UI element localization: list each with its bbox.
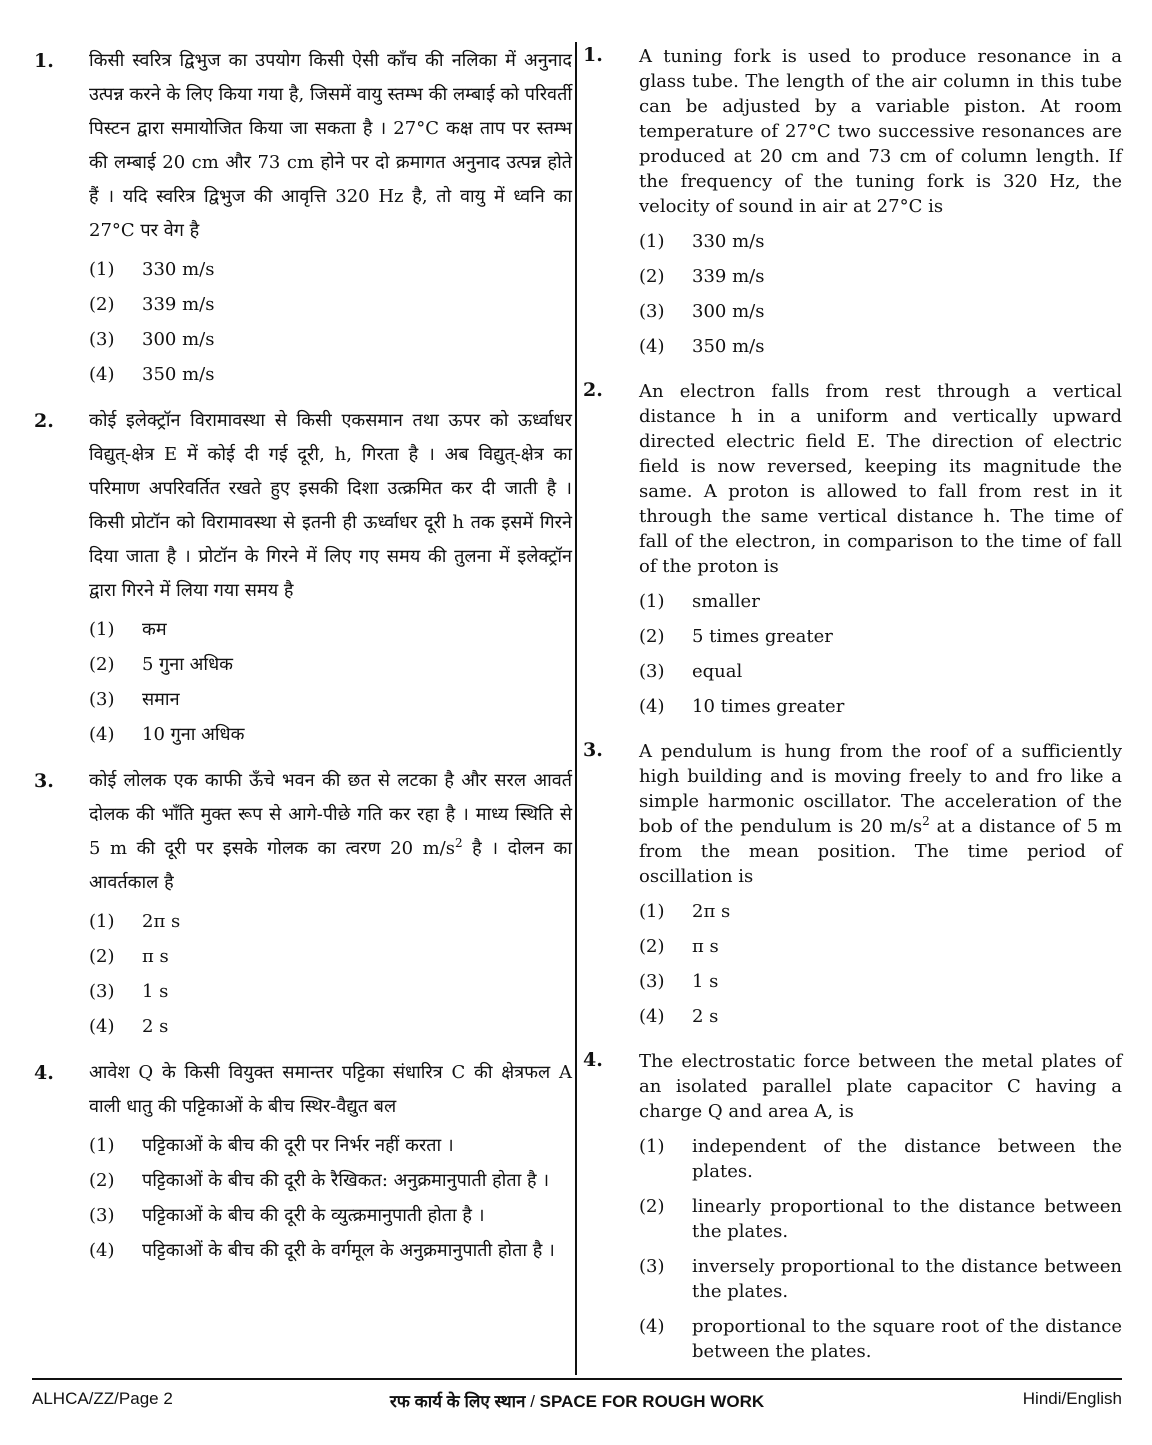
option-number: (3) bbox=[639, 661, 665, 682]
english-question-3 bbox=[582, 739, 1122, 1029]
hindi-question-2 bbox=[32, 404, 572, 748]
question-text-tail: है । दोलन का आवर्तकाल है bbox=[89, 838, 572, 893]
option-number: (3) bbox=[89, 689, 115, 710]
option bbox=[89, 686, 572, 713]
option-number: (4) bbox=[639, 1006, 665, 1027]
page-code: ALHCA/ZZ/Page 2 bbox=[32, 1389, 173, 1408]
option-text: पट्टिकाओं के बीच की दूरी के व्युत्क्रमानुपाती होता है । bbox=[142, 1205, 485, 1226]
option-text: 2 s bbox=[692, 1006, 719, 1027]
options-list bbox=[89, 256, 572, 388]
option-number: (3) bbox=[639, 971, 665, 992]
option bbox=[89, 291, 572, 318]
option-text: पट्टिकाओं के बीच की दूरी के वर्गमूल के अनुक्रमानुपाती होता है । bbox=[142, 1240, 555, 1261]
rough-work-label bbox=[32, 1389, 1122, 1412]
option bbox=[639, 589, 1122, 614]
english-question-2 bbox=[582, 379, 1122, 719]
question-text: किसी स्वरित्र द्विभुज का उपयोग किसी ऐसी काँच की नलिका में अनुनाद उत्पन्न करने के लिए किया गया है, जिसमें वायु स्तम्भ की लम्बाई को परिवर्ती पिस्टन द्वारा समायोजित किया जा सकता है । 27°C कक्ष ताप पर स्तम्भ की लम्बाई 20 cm और 73 cm होने पर दो क्रमागत अनुनाद उत्पन्न होते हैं । यदि स्वरित्र द्विभुज की आवृत्ति 320 Hz है, तो वायु में ध्वनि का 27°C पर वेग है bbox=[89, 50, 572, 241]
option bbox=[639, 1254, 1122, 1304]
option bbox=[639, 299, 1122, 324]
question-number: 4. bbox=[34, 1062, 54, 1084]
option-number: (3) bbox=[89, 1205, 115, 1226]
option-number: (1) bbox=[89, 1135, 115, 1156]
question-text-main: कोई लोलक एक काफी ऊँचे भवन की छत से लटका है और सरल आवर्त दोलक की भाँति मुक्त रूप से आगे-पीछे गति कर रहा है । माध्य स्थिति से 5 m की दूरी पर इसके गोलक का त्वरण 20 m/s bbox=[89, 770, 572, 859]
question-number: 3. bbox=[583, 739, 603, 761]
option bbox=[89, 908, 572, 935]
column-divider bbox=[575, 42, 577, 1375]
option bbox=[89, 361, 572, 388]
option bbox=[639, 659, 1122, 684]
question-text: The electrostatic force between the metal plates of an isolated parallel plate capacitor C having a charge Q and area A, is bbox=[639, 1051, 1122, 1122]
rough-work-hindi: रफ कार्य के लिए स्थान bbox=[389, 1392, 526, 1411]
option-text: equal bbox=[692, 661, 743, 682]
question-text bbox=[639, 739, 1122, 889]
option-text: 350 m/s bbox=[692, 336, 765, 357]
option-number: (4) bbox=[639, 336, 665, 357]
options-list bbox=[89, 908, 572, 1040]
question-text-tail: at a distance of 5 m from the mean position. The time period of oscillation is bbox=[639, 816, 1123, 887]
option-text: समान bbox=[142, 689, 180, 710]
option-text: inversely proportional to the distance between the plates. bbox=[692, 1256, 1122, 1302]
option-text: 300 m/s bbox=[142, 329, 215, 350]
question-text-main: A pendulum is hung from the roof of a sufficiently high building and is moving freely to and fro like a simple harmonic oscillator. The acceleration of the bob of the pendulum is 20 m/s bbox=[639, 741, 1122, 837]
option-text: 10 गुना अधिक bbox=[142, 724, 245, 745]
language-label: Hindi/English bbox=[1022, 1389, 1122, 1408]
option bbox=[639, 1004, 1122, 1029]
option-text: 2π s bbox=[142, 911, 181, 932]
option bbox=[639, 899, 1122, 924]
option-number: (4) bbox=[89, 364, 115, 385]
hindi-question-1 bbox=[32, 44, 572, 388]
option-text: 2 s bbox=[142, 1016, 169, 1037]
question-number: 3. bbox=[34, 770, 54, 792]
option-number: (2) bbox=[639, 1196, 665, 1217]
option-number: (4) bbox=[639, 1316, 665, 1337]
option-text: π s bbox=[692, 936, 719, 957]
option-number: (2) bbox=[639, 936, 665, 957]
option-number: (1) bbox=[639, 591, 665, 612]
option bbox=[639, 334, 1122, 359]
option-number: (1) bbox=[639, 231, 665, 252]
option-text: linearly proportional to the distance between the plates. bbox=[692, 1196, 1122, 1242]
option-number: (4) bbox=[89, 724, 115, 745]
options-list bbox=[89, 1132, 572, 1264]
option-text: 330 m/s bbox=[692, 231, 765, 252]
option-number: (4) bbox=[639, 696, 665, 717]
option bbox=[639, 1314, 1122, 1364]
option-text: पट्टिकाओं के बीच की दूरी के रैखिकत: अनुक्रमानुपाती होता है । bbox=[142, 1170, 550, 1191]
option-text: 5 गुना अधिक bbox=[142, 654, 233, 675]
superscript: 2 bbox=[922, 814, 930, 828]
option-number: (1) bbox=[639, 901, 665, 922]
option-number: (3) bbox=[639, 1256, 665, 1277]
option-text: पट्टिकाओं के बीच की दूरी पर निर्भर नहीं करता । bbox=[142, 1135, 454, 1156]
option bbox=[89, 1202, 572, 1229]
hindi-column bbox=[32, 44, 572, 1264]
option bbox=[89, 978, 572, 1005]
rough-work-separator: / bbox=[525, 1392, 540, 1411]
option-number: (3) bbox=[89, 981, 115, 1002]
rough-work-english: SPACE FOR ROUGH WORK bbox=[539, 1392, 765, 1411]
option bbox=[89, 1167, 572, 1194]
option-number: (1) bbox=[639, 1136, 665, 1157]
option-text: smaller bbox=[692, 591, 760, 612]
option-number: (2) bbox=[89, 654, 115, 675]
option-text: 5 times greater bbox=[692, 626, 833, 647]
option bbox=[639, 229, 1122, 254]
option-text: 1 s bbox=[142, 981, 169, 1002]
question-text: An electron falls from rest through a vertical distance h in a uniform and vertically upward directed electric field E. The direction of electric field is now reversed, keeping its magnitude the same. A proton is allowed to fall from rest in it through the same vertical distance h. The time of fall of the electron, in comparison to the time of fall of the proton is bbox=[639, 381, 1122, 577]
question-text: आवेश Q के किसी वियुक्त समान्तर पट्टिका संधारित्र C की क्षेत्रफल A वाली धातु की पट्टिकाओं के बीच स्थिर-वैद्युत बल bbox=[89, 1062, 572, 1117]
option bbox=[89, 326, 572, 353]
option-text: 300 m/s bbox=[692, 301, 765, 322]
option-text: independent of the distance between the plates. bbox=[692, 1136, 1122, 1182]
option-number: (3) bbox=[639, 301, 665, 322]
page-footer bbox=[32, 1389, 1122, 1415]
option bbox=[89, 651, 572, 678]
question-text bbox=[89, 764, 572, 900]
option-number: (2) bbox=[89, 294, 115, 315]
option-text: 10 times greater bbox=[692, 696, 845, 717]
english-question-4 bbox=[582, 1049, 1122, 1364]
english-column bbox=[582, 44, 1122, 1364]
option bbox=[89, 1013, 572, 1040]
options-list bbox=[639, 1134, 1122, 1364]
option bbox=[89, 256, 572, 283]
option-number: (2) bbox=[639, 626, 665, 647]
question-text: A tuning fork is used to produce resonance in a glass tube. The length of the air column in this tube can be adjusted by a variable piston. At room temperature of 27°C two successive resonances are produced at 20 cm and 73 cm of column length. If the frequency of the tuning fork is 320 Hz, the velocity of sound in air at 27°C is bbox=[639, 46, 1122, 217]
option-text: proportional to the square root of the distance between the plates. bbox=[692, 1316, 1122, 1362]
option-text: 339 m/s bbox=[142, 294, 215, 315]
question-number: 1. bbox=[583, 44, 603, 66]
options-list bbox=[639, 229, 1122, 359]
footer-rule bbox=[32, 1378, 1122, 1380]
question-number: 4. bbox=[583, 1049, 603, 1071]
option bbox=[639, 264, 1122, 289]
option-number: (2) bbox=[639, 266, 665, 287]
option bbox=[639, 934, 1122, 959]
option bbox=[89, 1132, 572, 1159]
options-list bbox=[89, 616, 572, 748]
options-list bbox=[639, 899, 1122, 1029]
option-text: 1 s bbox=[692, 971, 719, 992]
hindi-question-4 bbox=[32, 1056, 572, 1264]
option-number: (2) bbox=[89, 946, 115, 967]
superscript: 2 bbox=[454, 836, 463, 850]
question-number: 2. bbox=[34, 410, 54, 432]
option bbox=[89, 943, 572, 970]
question-text: कोई इलेक्ट्रॉन विरामावस्था से किसी एकसमान तथा ऊपर को ऊर्ध्वाधर विद्युत्-क्षेत्र E में कोई दी गई दूरी, h, गिरता है । अब विद्युत्-क्षेत्र का परिमाण अपरिवर्तित रखते हुए इसकी दिशा उत्क्रमित कर दी जाती है । किसी प्रोटॉन को विरामावस्था से इतनी ही ऊर्ध्वाधर दूरी h तक इसमें गिरने दिया जाता है । प्रोटॉन के गिरने में लिए गए समय की तुलना में इलेक्ट्रॉन द्वारा गिरने में लिया गया समय है bbox=[89, 410, 572, 601]
option-text: 339 m/s bbox=[692, 266, 765, 287]
option-text: π s bbox=[142, 946, 169, 967]
option bbox=[639, 1194, 1122, 1244]
option-number: (1) bbox=[89, 259, 115, 280]
option bbox=[89, 1237, 572, 1264]
english-question-1 bbox=[582, 44, 1122, 359]
option-number: (1) bbox=[89, 911, 115, 932]
option bbox=[89, 721, 572, 748]
option-text: 330 m/s bbox=[142, 259, 215, 280]
option-number: (2) bbox=[89, 1170, 115, 1191]
option bbox=[639, 969, 1122, 994]
option bbox=[639, 694, 1122, 719]
option-text: कम bbox=[142, 619, 167, 640]
option-number: (1) bbox=[89, 619, 115, 640]
option bbox=[89, 616, 572, 643]
question-number: 1. bbox=[34, 50, 54, 72]
option-text: 350 m/s bbox=[142, 364, 215, 385]
hindi-question-3 bbox=[32, 764, 572, 1040]
question-number: 2. bbox=[583, 379, 603, 401]
option-number: (4) bbox=[89, 1016, 115, 1037]
options-list bbox=[639, 589, 1122, 719]
option-number: (3) bbox=[89, 329, 115, 350]
option bbox=[639, 1134, 1122, 1184]
option-text: 2π s bbox=[692, 901, 731, 922]
option bbox=[639, 624, 1122, 649]
option-number: (4) bbox=[89, 1240, 115, 1261]
